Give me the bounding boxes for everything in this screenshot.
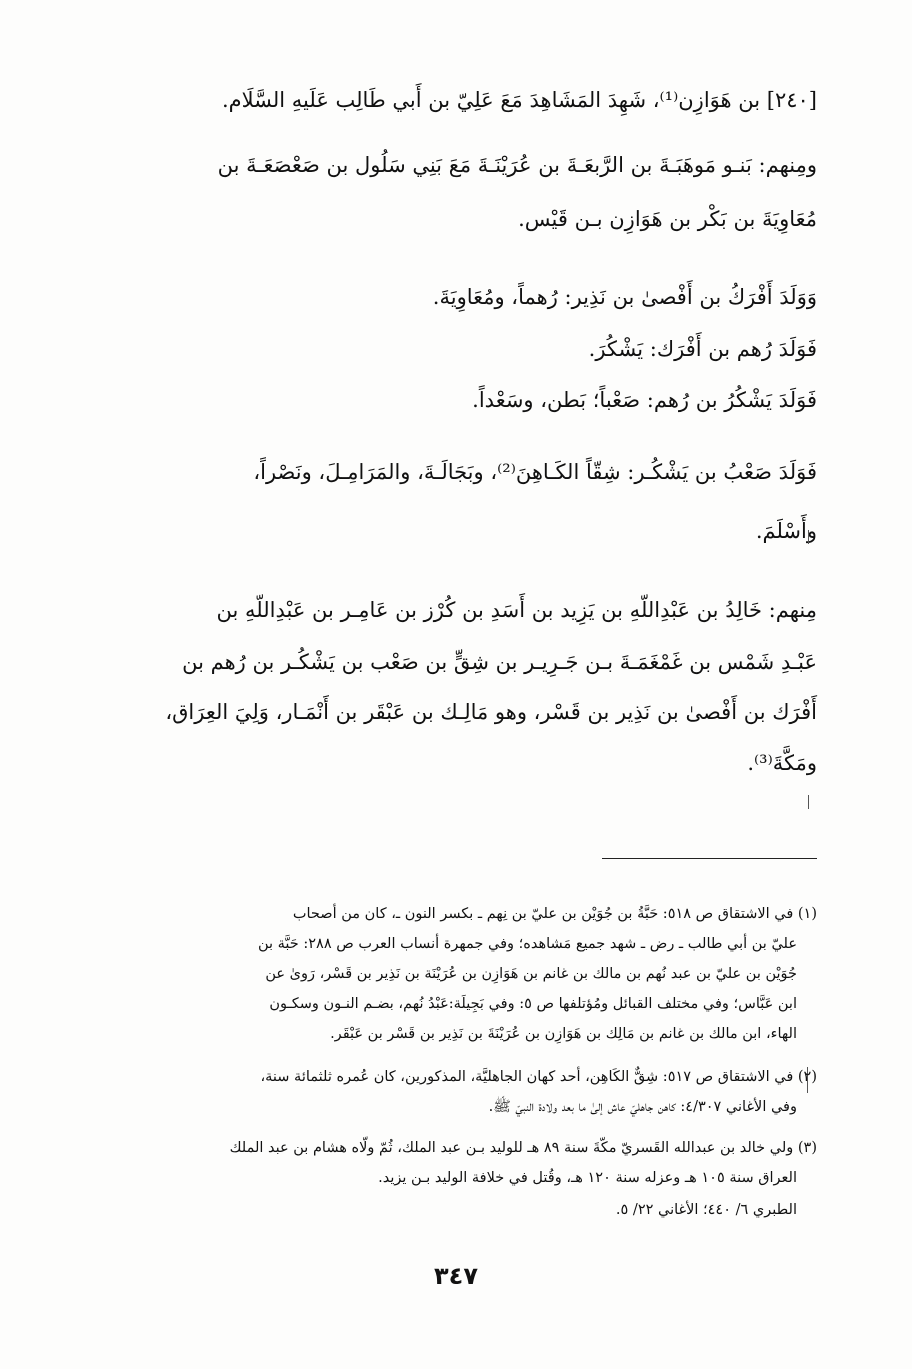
- footnote-line-9: العراق سنة ١٠٥ هـ وعزله سنة ١٢٠ هـ، وقُتل في خلافة الوليد بـن يزيد.: [378, 1170, 797, 1186]
- body-line-3: مُعَاوِيَةَ بن بَكْر بن هَوَازِن بـن قَيْس.: [518, 207, 817, 231]
- body-line-11: أَفْرَك بن أَفْصىٰ بن نَذِير بن قَسْر، وهو مَالِـك بن عَبْقَر بن أَنْمَـار، وَلِيَ العِرَاق،: [165, 700, 817, 724]
- body-line-1: [٢٤٠] بن هَوَازِن⁽¹⁾، شَهِدَ المَشَاهِدَ مَعَ عَلِيّ بن أَبي طَالِب عَلَيهِ السَّلَام.: [221, 88, 817, 112]
- footnote-separator: [602, 858, 817, 859]
- body-line-4: وَوَلَدَ أَفْرَكُ بن أَفْصىٰ بن نَذِير: رُهماً، ومُعَاوِيَةَ.: [432, 285, 817, 309]
- footnote-line-3: جُوَيْن بن عليّ بن عبد نُهم بن مالك بن غانم بن هَوَازِن بن عُرَيْنَة بن نَذِير بن قَسْر، رَوىٰ عن: [265, 966, 797, 982]
- body-line-7: فَوَلَدَ صَعْبُ بن يَشْكُـر: شِقّاً الكَـاهِنَ⁽²⁾، وبَجَالَـةَ، والمَرَامِـلَ، ونَصْراً،: [253, 460, 817, 484]
- footnote-line-4: ابن عَبَّاس؛ وفي مختلف القبائل ومُؤتلفها ص ٥: وفي بَجِيلَة:عَبْدُ نُهم، بضـم النـون وسكـون: [269, 996, 797, 1012]
- margin-mark: [808, 795, 809, 809]
- body-line-6: فَوَلَدَ يَشْكُرُ بن رُهم: صَعْباً؛ بَطن، وسَعْداً.: [472, 388, 817, 412]
- body-line-9: مِنهم: خَالِدُ بن عَبْدِاللّهِ بن يَزِيد بن أَسَدِ بن كُرْز بن عَامِـر بن عَبْدِاللّهِ بن: [216, 598, 817, 622]
- body-line-12: ومَكَّةَ⁽³⁾.: [747, 751, 817, 775]
- footnote-line-5: الهاء، ابن مالك بن غانم بن مَالِك بن هَوَازِن بن عُرَيْنَةَ بن نَذِير بن قَسْر بن عَبْقَر.: [330, 1026, 797, 1042]
- body-line-10: عَبْـدِ شَمْس بن غَمْغَمَـةَ بـن جَـرِيـر بن شِقٍّ بن صَعْب بن يَشْكُـر بن رُهم بن: [182, 650, 817, 674]
- body-line-2: ومِنهم: بَنـو مَوهَبَـةَ بن الرَّبعَـةَ بن عُرَيْنَـةَ مَعَ بَنِي سَلُول بن صَعْصَعَـةَ بن: [217, 153, 817, 177]
- footnote-line-2: عليّ بن أبي طالب ـ رض ـ شهد جميع مَشاهده؛ وفي جمهرة أنساب العرب ص ٢٨٨: حَبَّة بن: [257, 936, 797, 952]
- page-number: ٣٤٧: [434, 1262, 478, 1290]
- footnote-line-6: (٢) في الاشتقاق ص ٥١٧: شِقٌّ الكَاهِن، أحد كهان الجاهليَّة، المذكورين، كان عُمره ثلثمائة سنة،: [260, 1069, 817, 1085]
- footnote-line-8: (٣) ولي خالد بن عبدالله القَسريّ مكّةَ سنة ٨٩ هـ للوليد بـن عبد الملك، ثُمّ ولّاه هشام بن عبد الملك: [229, 1140, 817, 1156]
- margin-mark: [808, 530, 809, 544]
- footnote-line-10: الطبري ٦/ ٤٤٠؛ الأغاني ٢٢/ ٥.: [615, 1202, 797, 1218]
- body-line-8: وأَسْلَمَ.: [755, 519, 817, 543]
- footnote-line-1: (١) في الاشتقاق ص ٥١٨: حَبَّةُ بن جُوَيْن بن عليّ بن نِهم ـ بكسر النون ـ، كان من أصحاب: [292, 906, 817, 922]
- footnote-line-7: وفي الأغاني ٤/٣٠٧: كاهن جاهليّ عاش إلىٰ ما بعد ولادة النبيّ ﷺ.: [488, 1099, 797, 1115]
- body-line-5: فَوَلَدَ رُهم بن أَفْرَك: يَشْكُرَ.: [588, 337, 817, 361]
